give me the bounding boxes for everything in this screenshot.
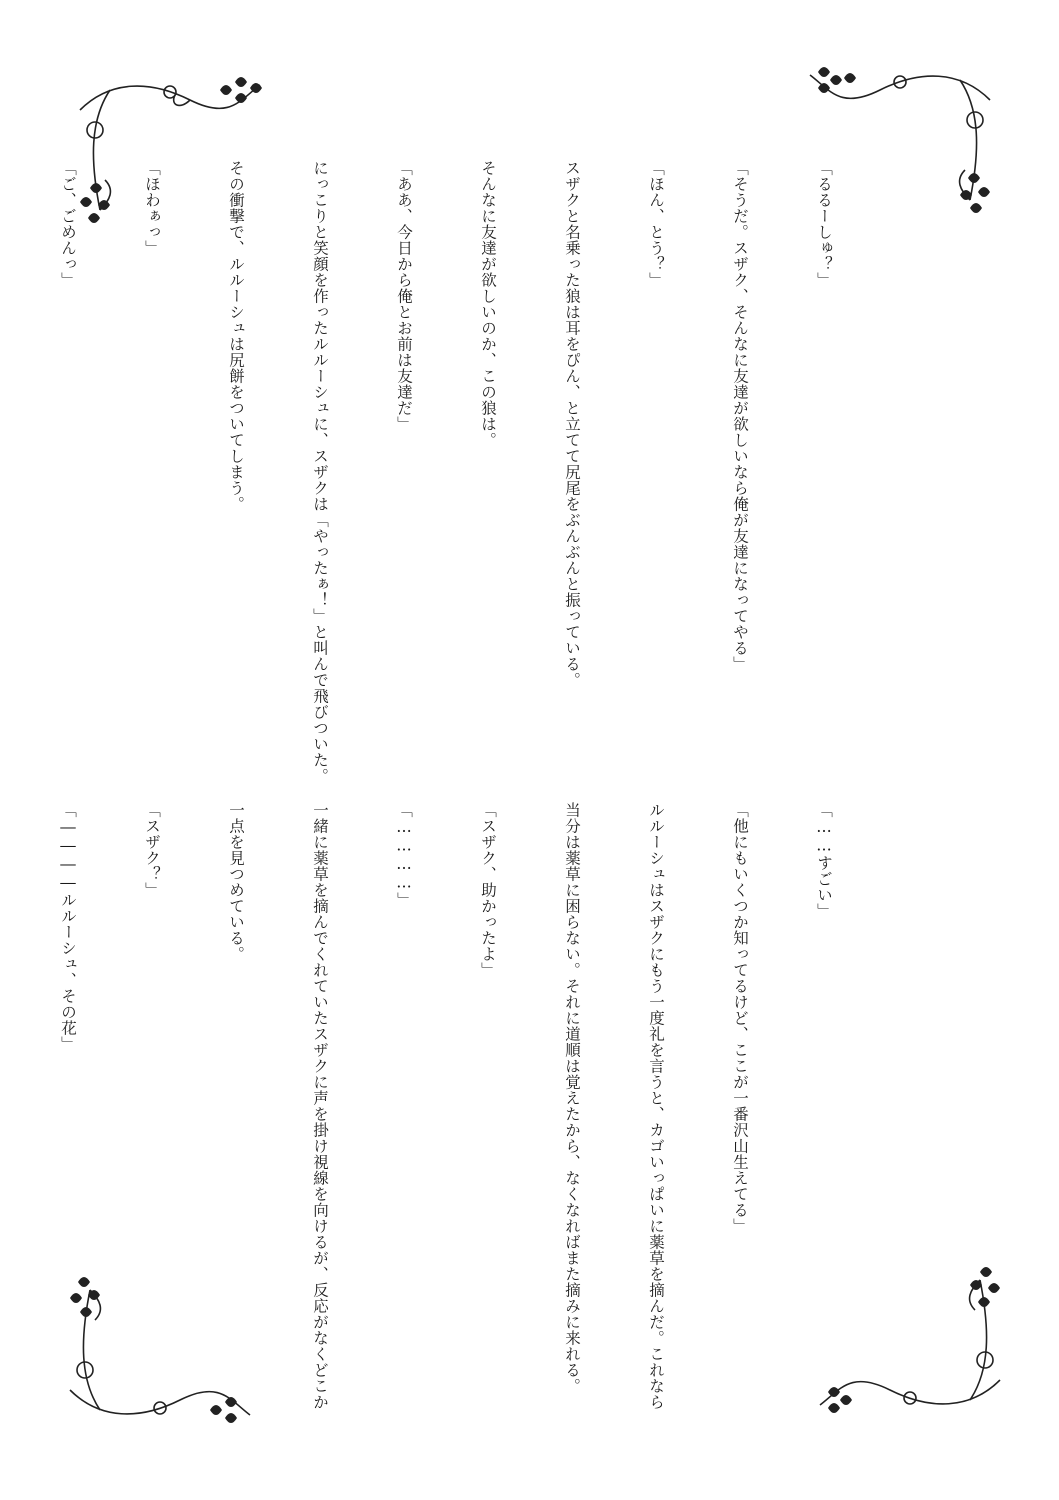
text-line: 「ほわぁっ」: [143, 160, 161, 256]
text-line: 「ほん、とう？」: [647, 160, 665, 288]
text-line: 「――――ルルーシュ、その花」: [59, 802, 77, 1052]
text-line: 一緒に薬草を摘んでくれていたスザクに声を掛け視線を向けるが、反応がなくどこか: [311, 802, 329, 1410]
text-line: 「……すごい」: [815, 802, 833, 919]
text-line: 「るるーしゅ？」: [815, 160, 833, 288]
text-line: 一点を見つめている。: [227, 802, 245, 962]
text-line: 当分は薬草に困らない。それに道順は覚えたから、なくなればまた摘みに来れる。: [563, 802, 581, 1394]
text-line: 「他にもいくつか知ってるけど、ここが一番沢山生えてる」: [731, 802, 749, 1234]
text-block-bottom: [59, 802, 894, 1410]
text-line: 「そうだ。スザク、そんなに友達が欲しいなら俺が友達になってやる」: [731, 160, 749, 672]
text-line: その衝撃で、ルルーシュは尻餅をついてしまう。: [227, 160, 245, 512]
text-line: 「ああ、今日から俺とお前は友達だ」: [395, 160, 413, 432]
text-line: にっこりと笑顔を作ったルルーシュに、スザクは「やったぁ！」と叫んで飛びついた。: [311, 160, 329, 784]
text-line: 「…………」: [395, 802, 413, 908]
text-line: ルルーシュはスザクにもう一度礼を言うと、カゴいっぱいに薬草を摘んだ。これなら: [647, 802, 665, 1410]
text-line: そんなに友達が欲しいのか、この狼は。: [479, 160, 497, 448]
text-line: 「スザク？」: [143, 802, 161, 898]
text-line: 「ご、ごめんっ」: [59, 160, 77, 288]
text-line: 「スザク、助かったよ」: [479, 802, 497, 978]
text-block-top: [59, 160, 894, 784]
text-line: スザクと名乗った狼は耳をぴん、と立てて尻尾をぶんぶんと振っている。: [563, 160, 581, 688]
